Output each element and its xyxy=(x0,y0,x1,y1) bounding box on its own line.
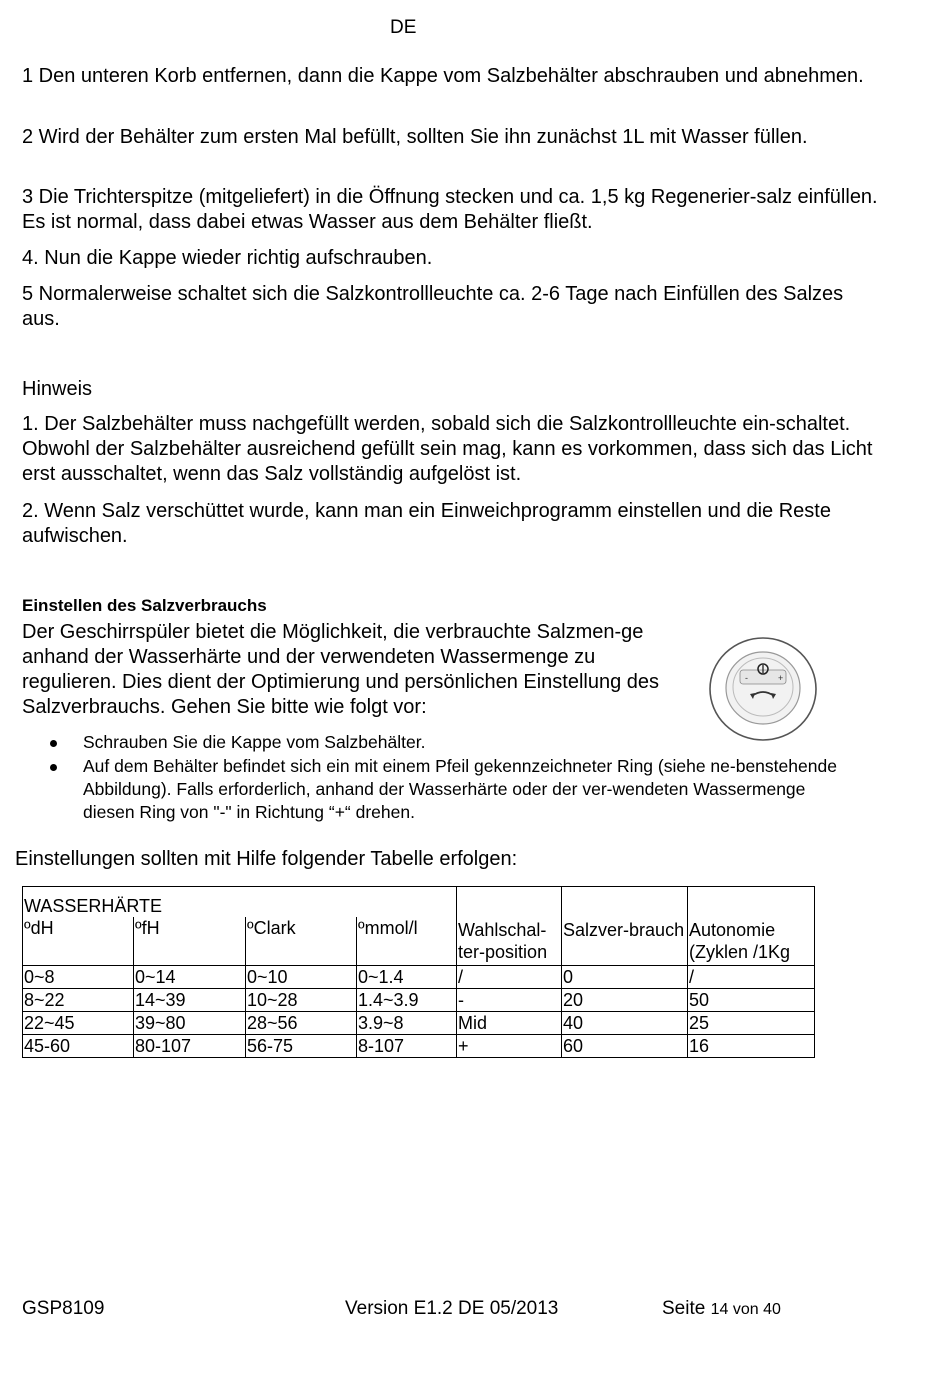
section-intro: Der Geschirrspüler bietet die Möglichkeit, die verbrauchte Salzmen-ge anhand der Wasserhärte und der verwendeten Wassermenge zu regulieren. Dies dient der Optimierung und persönlichen Einstellung des Salzverbrauchs. Gehen Sie bitte wie folgt vor: xyxy=(22,621,660,718)
table-header-cell: Salzver-brauch xyxy=(562,887,688,966)
table-cell: 14~39 xyxy=(134,988,246,1011)
hint-item-1: 1. Der Salzbehälter muss nachgefüllt werden, sobald sich die Salzkontrollleuchte ein-schaltet. Obwohl der Salzbehälter ausreichend gefüllt sein mag, kann es vorkommen, dass sich das Licht erst ausschaltet, wenn das Salz vollständig aufgelöst ist. xyxy=(22,413,873,485)
bullet-icon xyxy=(50,740,57,747)
footer-model: GSP8109 xyxy=(22,1298,105,1319)
table-cell: 20 xyxy=(562,988,688,1011)
table-cell: 8-107 xyxy=(357,1034,457,1057)
table-cell: 45-60 xyxy=(23,1034,134,1057)
hint-title: Hinweis xyxy=(22,378,93,400)
table-cell: 0~8 xyxy=(23,965,134,988)
table-cell: / xyxy=(457,965,562,988)
table-cell: Mid xyxy=(457,1011,562,1034)
footer-page-number: 14 von 40 xyxy=(710,1301,781,1318)
table-cell: 0~1.4 xyxy=(357,965,457,988)
table-cell: 0 xyxy=(562,965,688,988)
table-cell: - xyxy=(457,988,562,1011)
table-group-row xyxy=(23,887,815,918)
table-cell: 50 xyxy=(688,988,815,1011)
salt-dial-illustration xyxy=(708,636,818,742)
footer-version: Version E1.2 DE 05/2013 xyxy=(345,1298,559,1319)
table-cell: + xyxy=(457,1034,562,1057)
table-cell: 39~80 xyxy=(134,1011,246,1034)
table-cell: 25 xyxy=(688,1011,815,1034)
table-cell: 56-75 xyxy=(246,1034,357,1057)
table-cell: 10~28 xyxy=(246,988,357,1011)
section-title: Einstellen des Salzverbrauchs xyxy=(22,596,267,615)
table-cell: / xyxy=(688,965,815,988)
table-header-cell: ºdH xyxy=(23,917,134,965)
step-3: 3 Die Trichterspitze (mitgeliefert) in die Öffnung stecken und ca. 1,5 kg Regenerier-salz einfüllen. Es ist normal, dass dabei etwas Wasser aus dem Behälter fließt. xyxy=(22,186,878,233)
dial-minus-label: - xyxy=(745,673,748,683)
instruction-list xyxy=(50,731,840,825)
table-cell: 40 xyxy=(562,1011,688,1034)
hint-item-2: 2. Wenn Salz verschüttet wurde, kann man ein Einweichprogramm einstellen und die Reste aufwischen. xyxy=(22,500,831,547)
table-cell: 16 xyxy=(688,1034,815,1057)
table-cell: 0~14 xyxy=(134,965,246,988)
step-2: 2 Wird der Behälter zum ersten Mal befüllt, sollten Sie ihn zunächst 1L mit Wasser füllen. xyxy=(22,126,808,148)
table-cell: 22~45 xyxy=(23,1011,134,1034)
table-header-cell: ºmmol/l xyxy=(357,917,457,965)
table-cell: 60 xyxy=(562,1034,688,1057)
table-row xyxy=(23,1011,815,1034)
table-row xyxy=(23,965,815,988)
step-4: 4. Nun die Kappe wieder richtig aufschrauben. xyxy=(22,247,433,269)
table-header-cell: Autonomie (Zyklen /1Kg xyxy=(688,887,815,966)
table-row xyxy=(23,988,815,1011)
table-cell: 0~10 xyxy=(246,965,357,988)
table-header-cell: ºClark xyxy=(246,917,357,965)
page-language: DE xyxy=(390,17,417,38)
table-header-cell: ºfH xyxy=(134,917,246,965)
step-5: 5 Normalerweise schaltet sich die Salzkontrollleuchte ca. 2-6 Tage nach Einfüllen des Salzes aus. xyxy=(22,283,844,330)
table-row xyxy=(23,1034,815,1057)
table-intro: Einstellungen sollten mit Hilfe folgender Tabelle erfolgen: xyxy=(15,848,518,870)
table-cell: 8~22 xyxy=(23,988,134,1011)
water-hardness-table xyxy=(22,886,815,1058)
footer-page-label: Seite xyxy=(662,1298,706,1319)
list-item: Schrauben Sie die Kappe vom Salzbehälter. xyxy=(50,731,840,754)
list-item: Auf dem Behälter befindet sich ein mit einem Pfeil gekennzeichneter Ring (siehe ne-benstehende Abbildung). Falls erforderlich, anhand der Wasserhärte oder der ver-wendeten Wassermenge diesen Ring von "-" in Richtung “+“ drehen. xyxy=(50,755,840,824)
table-cell: 80-107 xyxy=(134,1034,246,1057)
table-cell: 1.4~3.9 xyxy=(357,988,457,1011)
table-header-cell: Wahlschal-ter-position xyxy=(457,887,562,966)
footer-page xyxy=(662,1298,781,1320)
bullet-icon xyxy=(50,764,57,771)
step-1: 1 Den unteren Korb entfernen, dann die Kappe vom Salzbehälter abschrauben und abnehmen. xyxy=(22,65,864,87)
table-group-header: WASSERHÄRTE xyxy=(23,887,457,918)
dial-plus-label: + xyxy=(778,673,784,683)
table-cell: 3.9~8 xyxy=(357,1011,457,1034)
table-cell: 28~56 xyxy=(246,1011,357,1034)
